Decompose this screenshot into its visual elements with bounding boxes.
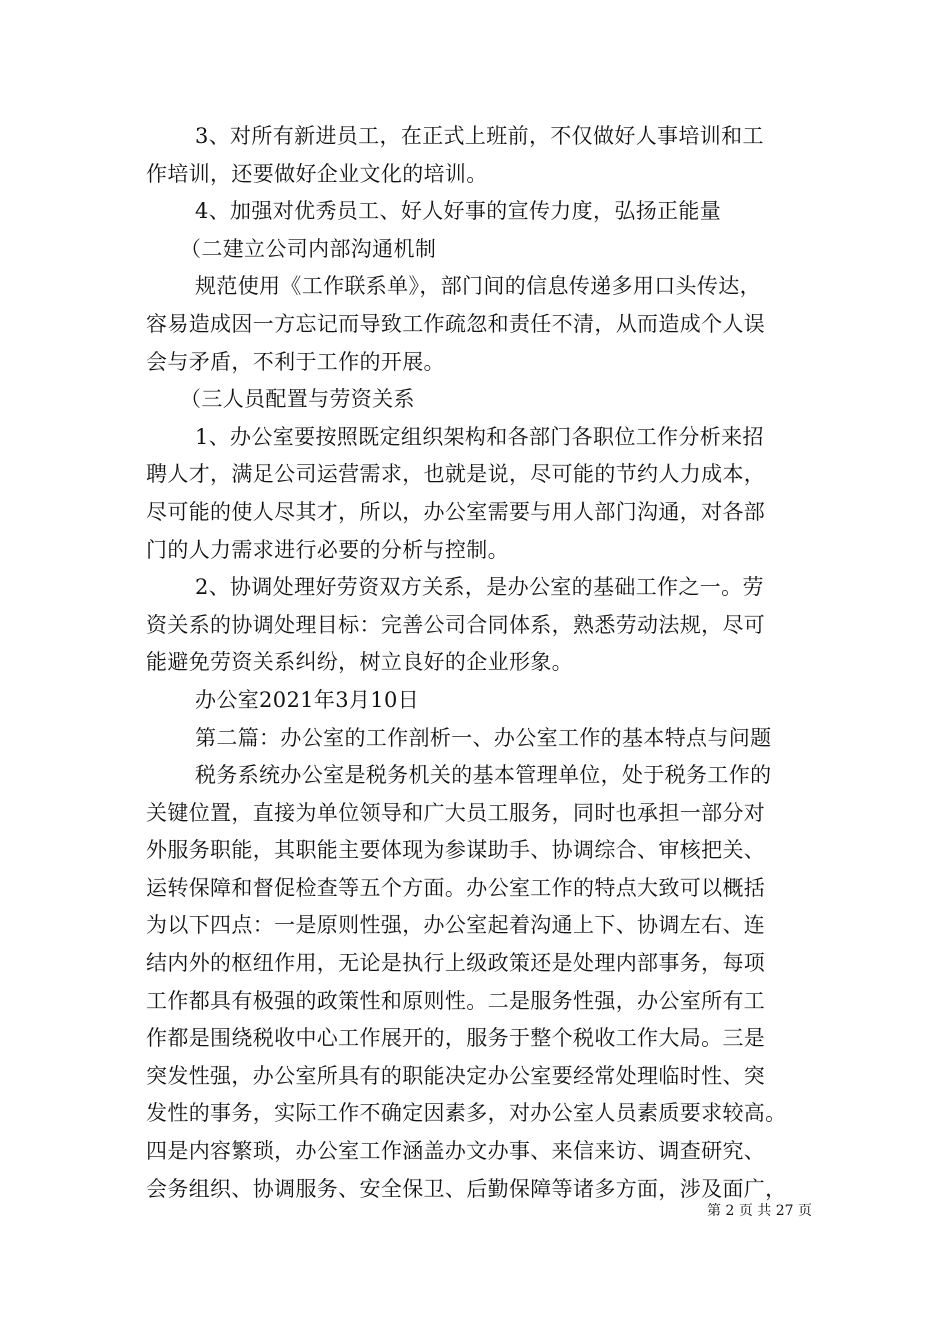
paragraph-line: 1、办公室要按照既定组织架构和各部门各职位工作分析来招 <box>195 424 764 449</box>
section-heading: （二建立公司内部沟通机制 <box>180 236 437 261</box>
section-heading: （三人员配置与劳资关系 <box>180 387 415 412</box>
paragraph-line: 发性的事务，实际工作不确定因素多，对办公室人员素质要求较高。 <box>146 1101 787 1126</box>
page-footer <box>0 1199 950 1223</box>
paragraph-line: 突发性强，办公室所具有的职能决定办公室要经常处理临时性、突 <box>146 1063 766 1088</box>
paragraph-line: 4、加强对优秀员工、好人好事的宣传力度，弘扬正能量 <box>195 199 722 224</box>
paragraph-line: 结内外的枢纽作用，无论是执行上级政策还是处理内部事务，每项 <box>146 951 766 976</box>
paragraph-line: 会与矛盾，不利于工作的开展。 <box>146 349 445 374</box>
chapter-heading: 第二篇：办公室的工作剖析一、办公室工作的基本特点与问题 <box>195 725 772 750</box>
paragraph-line: 容易造成因一方忘记而导致工作疏忽和责任不清，从而造成个人误 <box>146 311 766 336</box>
paragraph-line: 作培训，还要做好企业文化的培训。 <box>146 161 488 186</box>
paragraph-line: 3、对所有新进员工，在正式上班前，不仅做好人事培训和工 <box>195 124 764 148</box>
paragraph-line: 2、协调处理好劳资双方关系，是办公室的基础工作之一。劳 <box>195 575 764 600</box>
paragraph-line: 能避免劳资关系纠纷，树立良好的企业形象。 <box>146 650 573 675</box>
paragraph-line: 门的人力需求进行必要的分析与控制。 <box>146 537 509 562</box>
paragraph-line: 运转保障和督促检查等五个方面。办公室工作的特点大致可以概括 <box>146 875 766 900</box>
page-number: 第 2 页 共 27 页 <box>707 1203 812 1219</box>
paragraph-line: 尽可能的使人尽其才，所以，办公室需要与用人部门沟通，对各部 <box>146 499 766 524</box>
date-signature: 办公室2021年3月10日 <box>195 687 420 712</box>
paragraph-line: 聘人才，满足公司运营需求，也就是说，尽可能的节约人力成本， <box>146 462 766 487</box>
paragraph-line: 关键位置，直接为单位领导和广大员工服务，同时也承担一部分对 <box>146 800 766 825</box>
paragraph-line: 规范使用《工作联系单》，部门间的信息传递多用口头传达， <box>195 274 761 299</box>
paragraph-line: 作都是围绕税收中心工作展开的，服务于整个税收工作大局。三是 <box>146 1026 766 1051</box>
paragraph-line: 外服务职能，其职能主要体现为参谋助手、协调综合、审核把关、 <box>146 838 766 863</box>
paragraph-line: 工作都具有极强的政策性和原则性。二是服务性强，办公室所有工 <box>146 988 766 1013</box>
paragraph-line: 税务系统办公室是税务机关的基本管理单位，处于税务工作的 <box>195 763 772 788</box>
paragraph-line: 会务组织、协调服务、安全保卫、后勤保障等诸多方面，涉及面广， <box>146 1176 787 1201</box>
document-body <box>146 118 818 1208</box>
paragraph-line: 为以下四点：一是原则性强，办公室起着沟通上下、协调左右、连 <box>146 913 766 938</box>
paragraph-line: 四是内容繁琐，办公室工作涵盖办文办事、来信来访、调查研究、 <box>146 1139 766 1164</box>
paragraph-line: 资关系的协调处理目标：完善公司合同体系，熟悉劳动法规，尽可 <box>146 612 766 637</box>
